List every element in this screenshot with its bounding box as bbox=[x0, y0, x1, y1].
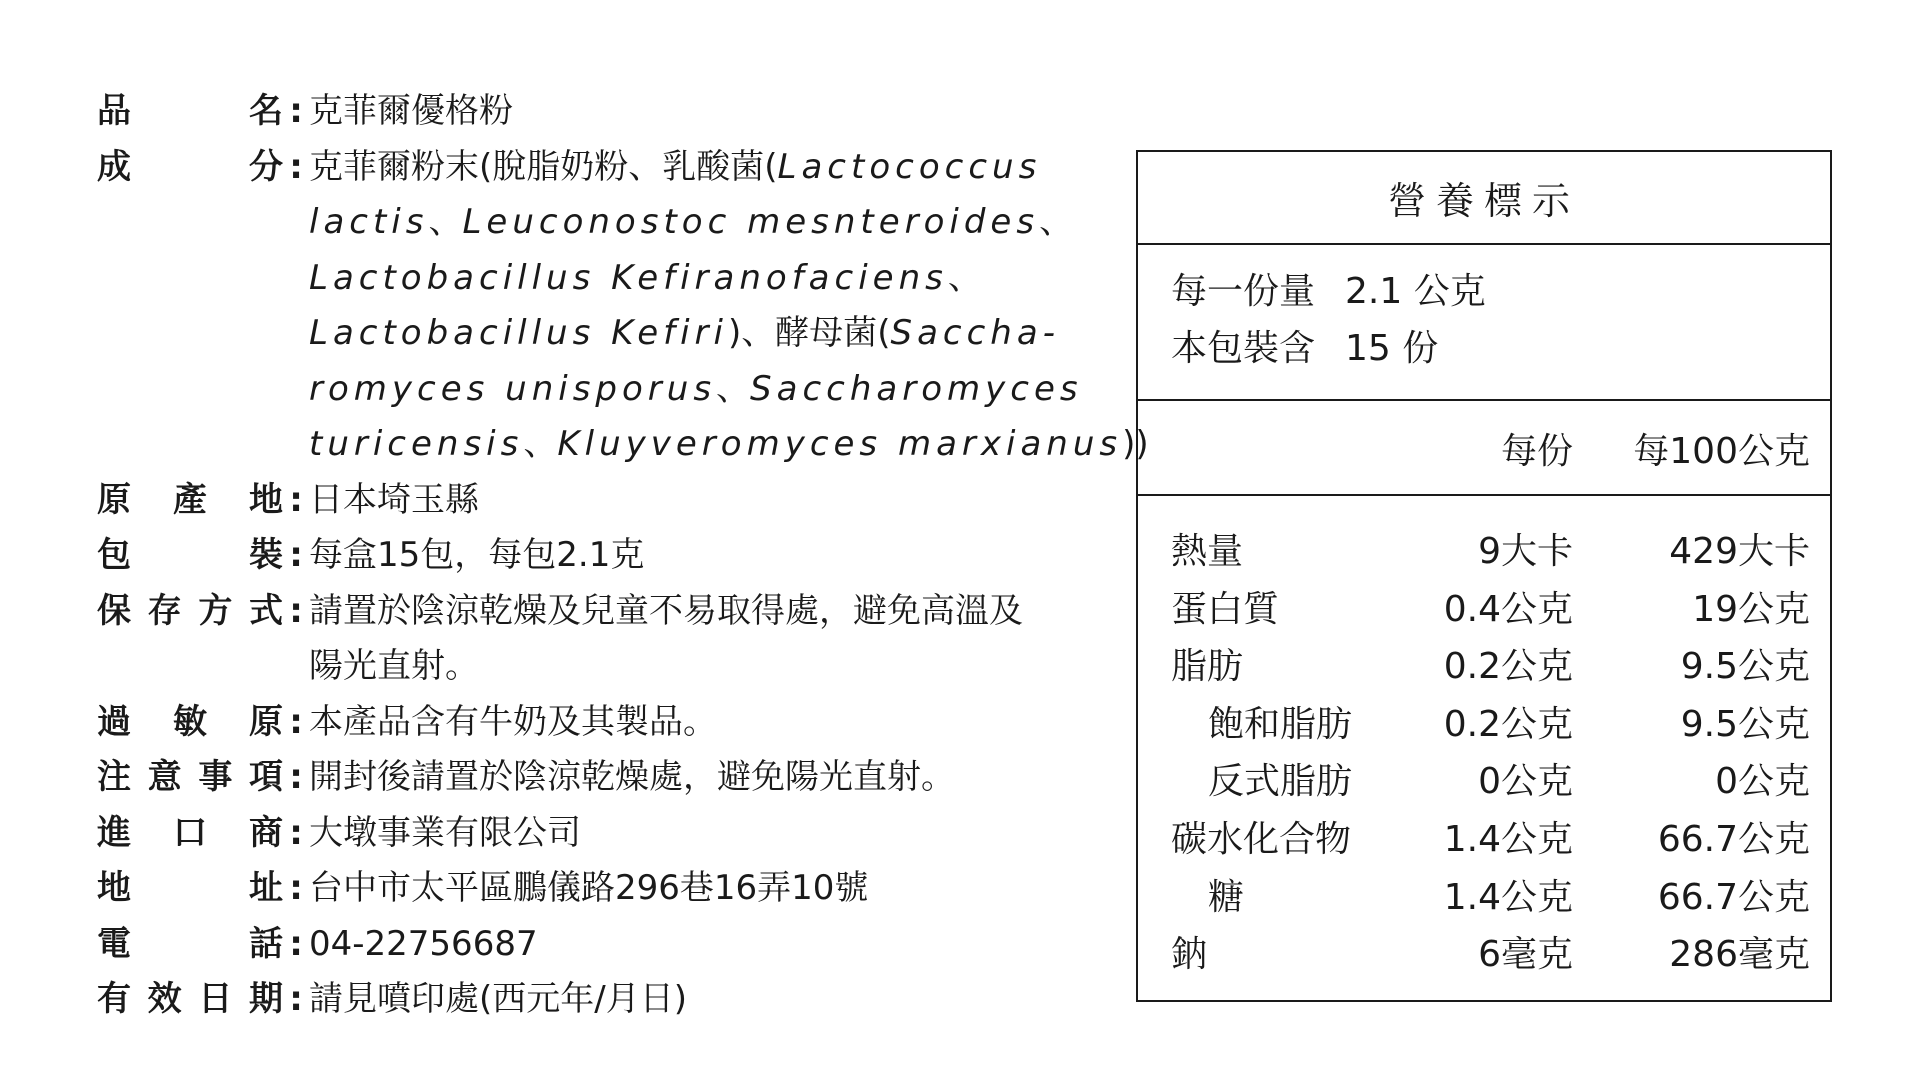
nutrient-name: 蛋白質 bbox=[1171, 588, 1280, 630]
storage-label: 保 存 方 式 bbox=[97, 590, 283, 631]
storage-row bbox=[97, 584, 1087, 695]
importer-row bbox=[97, 806, 1087, 862]
per-100g-header: 每100公克 bbox=[1633, 431, 1810, 472]
product-name-row bbox=[97, 84, 1087, 140]
ingredient-text: )、酵母菌( bbox=[727, 313, 891, 353]
per-serving-value: 1.4公克 bbox=[1443, 818, 1573, 860]
per-serving-value: 0.2公克 bbox=[1443, 646, 1573, 688]
nutrition-row bbox=[1138, 696, 1830, 754]
address-row bbox=[97, 861, 1087, 917]
ingredients-label: 成 分 bbox=[97, 146, 283, 187]
ingredient-text: 、 bbox=[428, 202, 463, 242]
ingredient-latin-name: Saccharomyces bbox=[750, 368, 1083, 409]
expiry-row bbox=[97, 972, 1087, 1028]
ingredient-text: )) bbox=[1122, 424, 1149, 464]
nutrient-name: 鈉 bbox=[1171, 934, 1208, 976]
ingredient-latin-name: Lactobacillus Kefiranofaciens bbox=[309, 257, 948, 298]
product-name-label: 品 名 bbox=[97, 91, 283, 131]
servings-value: 15 份 bbox=[1345, 328, 1439, 369]
nutrition-rows bbox=[1138, 496, 1830, 984]
product-name-value: 克菲爾優格粉 bbox=[309, 91, 513, 131]
ingredient-latin-name: romyces unisporus bbox=[309, 368, 717, 409]
per-100g-value: 0公克 bbox=[1715, 761, 1810, 803]
ingredient-text: 、 bbox=[716, 368, 751, 409]
ingredients-line bbox=[309, 195, 1149, 251]
serving-size-value: 2.1 公克 bbox=[1345, 271, 1486, 312]
colon: : bbox=[289, 701, 303, 742]
importer-label: 進 口 商 bbox=[97, 812, 283, 853]
colon: : bbox=[289, 979, 303, 1019]
nutrition-row bbox=[1138, 523, 1830, 581]
serving-size-row bbox=[1171, 263, 1830, 320]
ingredient-text: 、 bbox=[523, 424, 558, 464]
phone-row bbox=[97, 917, 1087, 973]
colon: : bbox=[289, 535, 303, 575]
nutrition-row bbox=[1138, 926, 1830, 984]
address-value: 台中市太平區鵬儀路296巷16弄10號 bbox=[309, 868, 869, 908]
origin-row bbox=[97, 473, 1087, 529]
ingredients-line bbox=[309, 362, 1149, 418]
expiry-label: 有 效 日 期 bbox=[97, 979, 283, 1019]
ingredient-latin-name: turicensis bbox=[309, 424, 524, 464]
per-serving-value: 0.2公克 bbox=[1443, 703, 1573, 745]
nutrient-name: 反式脂肪 bbox=[1208, 761, 1353, 803]
ingredients-row bbox=[97, 140, 1149, 473]
ingredients-line bbox=[309, 251, 1149, 307]
per-100g-value: 19公克 bbox=[1692, 588, 1810, 630]
per-serving-value: 6毫克 bbox=[1478, 934, 1573, 976]
ingredients-line bbox=[309, 417, 1149, 473]
per-serving-value: 1.4公克 bbox=[1443, 876, 1573, 918]
ingredients-line bbox=[309, 306, 1149, 362]
per-serving-value: 0.4公克 bbox=[1443, 588, 1573, 630]
ingredient-text: 、 bbox=[1039, 202, 1074, 242]
nutrient-name: 糖 bbox=[1208, 876, 1245, 918]
notice-label: 注 意 事 項 bbox=[97, 757, 283, 797]
ingredient-text: 克菲爾粉末(脫脂奶粉、乳酸菌( bbox=[309, 146, 778, 187]
per-100g-value: 9.5公克 bbox=[1680, 703, 1810, 745]
colon: : bbox=[289, 757, 303, 797]
serving-size-label: 每一份量 bbox=[1171, 271, 1316, 312]
colon: : bbox=[289, 91, 303, 131]
ingredient-latin-name: lactis bbox=[309, 202, 429, 242]
allergen-value: 本產品含有牛奶及其製品。 bbox=[309, 701, 717, 742]
per-100g-value: 66.7公克 bbox=[1657, 818, 1810, 860]
per-serving-value: 0公克 bbox=[1478, 761, 1573, 803]
nutrition-panel bbox=[1136, 150, 1832, 1002]
per-100g-value: 9.5公克 bbox=[1680, 646, 1810, 688]
importer-value: 大墩事業有限公司 bbox=[309, 812, 581, 853]
phone-value: 04-22756687 bbox=[309, 923, 538, 964]
per-100g-value: 66.7公克 bbox=[1657, 876, 1810, 918]
package-label: 包 裝 bbox=[97, 535, 283, 575]
nutrient-name: 熱量 bbox=[1171, 531, 1244, 572]
colon: : bbox=[289, 479, 303, 520]
package-value: 每盒15包，每包2.1克 bbox=[309, 535, 645, 575]
nutrition-row bbox=[1138, 581, 1830, 639]
per-100g-value: 286毫克 bbox=[1669, 934, 1810, 976]
phone-label: 電 話 bbox=[97, 923, 283, 964]
per-100g-value: 429大卡 bbox=[1669, 531, 1810, 572]
storage-value: 請置於陰涼乾燥及兒童不易取得處，避免高溫及 陽光直射。 bbox=[309, 590, 1023, 686]
colon: : bbox=[289, 590, 303, 631]
allergen-row bbox=[97, 695, 1087, 751]
nutrient-name: 飽和脂肪 bbox=[1208, 703, 1353, 745]
per-serving-header: 每份 bbox=[1500, 431, 1573, 472]
nutrition-row bbox=[1138, 869, 1830, 927]
product-info bbox=[97, 84, 1149, 1028]
ingredient-text: 、 bbox=[947, 257, 982, 298]
colon: : bbox=[289, 146, 303, 187]
nutrition-row bbox=[1138, 638, 1830, 696]
address-label: 地 址 bbox=[97, 868, 283, 908]
notice-row bbox=[97, 750, 1087, 806]
ingredient-latin-name: Kluyveromyces marxianus bbox=[557, 424, 1123, 464]
nutrition-title: 營養標示 bbox=[1138, 152, 1830, 245]
ingredient-latin-name: Lactococcus bbox=[777, 146, 1042, 187]
servings-label: 本包裝含 bbox=[1171, 328, 1316, 369]
colon: : bbox=[289, 923, 303, 964]
origin-value: 日本埼玉縣 bbox=[309, 479, 479, 520]
serving-info bbox=[1138, 245, 1830, 401]
ingredients-line bbox=[309, 140, 1149, 196]
nutrient-name: 脂肪 bbox=[1171, 646, 1244, 688]
ingredient-latin-name: Saccha- bbox=[890, 313, 1060, 353]
nutrition-row bbox=[1138, 811, 1830, 869]
ingredient-latin-name: Leuconostoc mesnteroides bbox=[462, 202, 1040, 242]
nutrient-name: 碳水化合物 bbox=[1171, 818, 1352, 860]
allergen-label: 過 敏 原 bbox=[97, 701, 283, 742]
ingredient-latin-name: Lactobacillus Kefiri bbox=[309, 313, 728, 353]
package-row bbox=[97, 528, 1087, 584]
ingredients-value bbox=[309, 140, 1149, 473]
colon: : bbox=[289, 868, 303, 908]
nutrition-column-header bbox=[1138, 401, 1830, 496]
servings-per-package-row bbox=[1171, 320, 1830, 377]
colon: : bbox=[289, 812, 303, 853]
per-serving-value: 9大卡 bbox=[1478, 531, 1573, 572]
nutrition-row bbox=[1138, 753, 1830, 811]
origin-label: 原 產 地 bbox=[97, 479, 283, 520]
notice-value: 開封後請置於陰涼乾燥處，避免陽光直射。 bbox=[309, 757, 955, 797]
expiry-value: 請見噴印處(西元年/月日) bbox=[309, 979, 687, 1019]
